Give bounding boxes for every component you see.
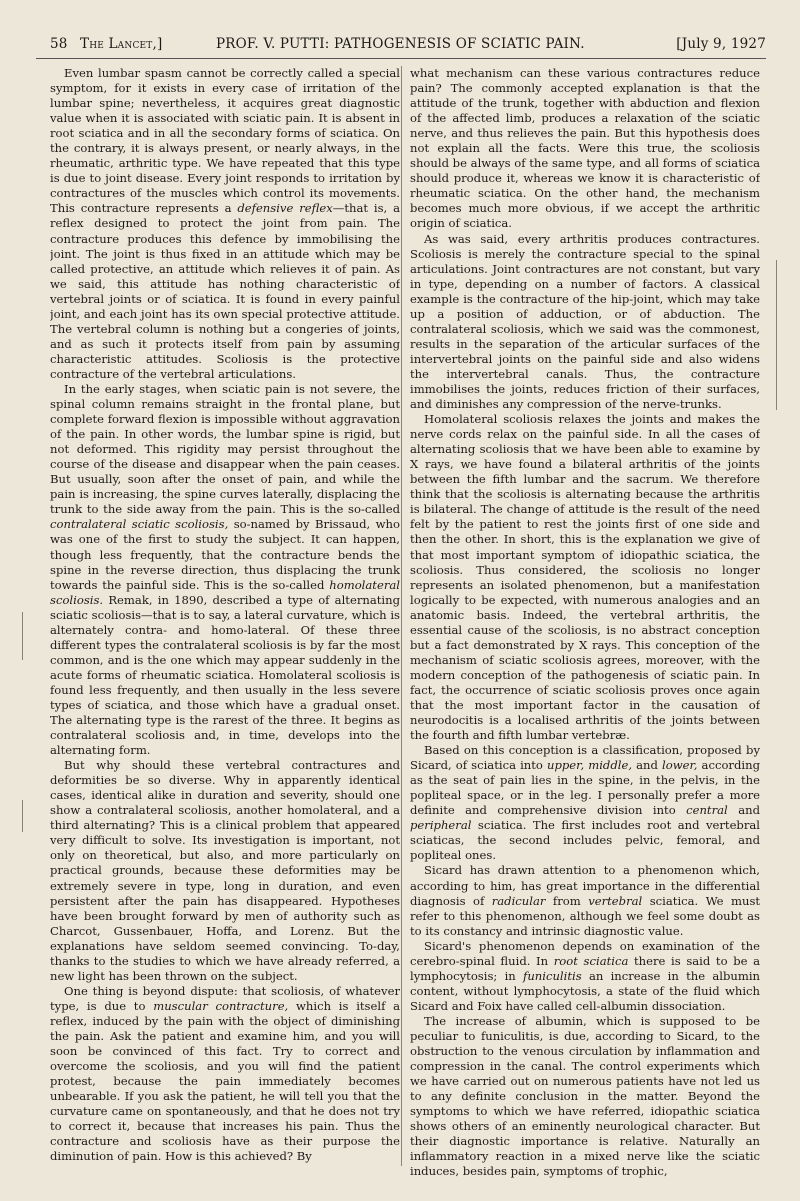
pencil-margin-mark	[776, 260, 777, 410]
header-rule	[36, 58, 766, 59]
running-header	[36, 36, 766, 58]
emphasis: vertebral	[588, 893, 643, 908]
emphasis: contralateral sciatic scoliosis,	[50, 517, 229, 532]
left-paragraph-1: Even lumbar spasm cannot be correctly called a special symptom, for it exists in every case of irritation of the lumbar spine; nevertheless, it acquires great diagnostic value when it is associated with sciatic pain. It is absent in root sciatica and in all the secondary forms of sciatica. On the contrary, it is always present, or nearly always, in the rheumatic, arthritic type. We have repeated that this type is due to joint disease. Every joint responds to irritation by contractures of the muscles which control its movements. This contracture represents a defensive reflex—that is, a reflex designed to protect the joint from pain. The contracture produces this defence by immobilising the joint. The joint is thus fixed in an attitude which may be called protective, an attitude which relieves it of pain. As we said, this attitude has nothing characteristic of vertebral joints or of sciatica. It is found in every painful joint, and each joint has its own special protective attitude. The vertebral column is nothing but a congeries of joints, and as such it protects itself from pain by assuming characteristic attitudes. Scoliosis is the protective contracture of the vertebral articulations.	[50, 66, 400, 381]
right-paragraph-2: As was said, every arthritis produces contractures. Scoliosis is merely the contracture special to the spinal articulations. Joint contractures are not constant, but vary in type, depending on a number of factors. A classical example is the contracture of the hip-joint, which may take up a position of adduction, or of abduction. The contralateral scoliosis, which we said was the commonest, results in the separation of the articular surfaces of the intervertebral joints on the painful side and also widens the intervertebral canals. Thus, the contracture immobilises the joints, reduces friction of their surfaces, and diminishes any compression of the nerve-trunks.	[410, 231, 760, 412]
left-column	[50, 66, 400, 1186]
emphasis: central	[686, 803, 728, 818]
right-column	[410, 66, 760, 1186]
right-paragraph-5: Sicard has drawn attention to a phenomenon which, according to him, has great importance in the differential diagnosis of radicular from vertebral sciatica. We must refer to this phenomenon, although we feel some doubt as to its constancy and intrinsic diagnostic value.	[410, 863, 760, 938]
emphasis: radicular	[491, 893, 546, 908]
column-divider	[401, 66, 402, 1166]
pencil-margin-mark	[22, 612, 23, 660]
emphasis: funiculitis	[523, 968, 582, 983]
emphasis: peripheral	[410, 818, 472, 833]
pencil-margin-mark	[22, 800, 23, 832]
right-paragraph-7: The increase of albumin, which is supposed to be peculiar to funiculitis, is due, according to Sicard, to the obstruction to the venous circulation by inflammation and compression in the canal. The control experiments which we have carried out on numerous patients have not led us to any definite conclusion in the matter. Beyond the symptoms to which we have referred, idiopathic sciatica shows others of an eminently neurological character. But their diagnostic importance is relative. Naturally an inflammatory reaction in a mixed nerve like the sciatic induces, besides pain, symptoms of trophic,	[410, 1013, 760, 1179]
right-paragraph-4: Based on this conception is a classification, proposed by Sicard, of sciatica into upper, middle, and lower, according as the seat of pain lies in the spine, in the pelvis, in the popliteal space, or in the leg. I personally prefer a more definite and comprehensive division into central and peripheral sciatica. The first includes root and vertebral sciaticas, the second includes pelvic, femoral, and popliteal ones.	[410, 743, 760, 863]
page-number: 58	[50, 36, 68, 52]
running-title: PROF. V. PUTTI: PATHOGENESIS OF SCIATIC PAIN.	[216, 36, 585, 52]
emphasis: defensive reflex	[237, 201, 333, 216]
emphasis: lower,	[662, 758, 698, 773]
emphasis: homolateral scoliosis.	[50, 577, 400, 607]
left-paragraph-2: In the early stages, when sciatic pain is not severe, the spinal column remains straight in the frontal plane, but complete forward flexion is impossible without aggravation of the pain. In other words, the lumbar spine is rigid, but not deformed. This rigidity may persist throughout the course of the disease and disappear when the pain ceases. But usually, soon after the onset of pain, and while the pain is increasing, the spine curves laterally, displacing the trunk to the side away from the pain. This is the so-called contralateral sciatic scoliosis, so-named by Brissaud, who was one of the first to study the subject. It can happen, though less frequently, that the contracture bends the spine in the reverse direction, thus displacing the trunk towards the painful side. This is the so-called homolateral scoliosis. Remak, in 1890, described a type of alternating sciatic scoliosis—that is to say, a lateral curvature, which is alternately contra- and homo-lateral. Of these three different types the contralateral scoliosis is by far the most common, and is the one which may appear suddenly in the acute forms of rheumatic sciatica. Homolateral scoliosis is found less frequently, and then usually in the less severe types of sciatica, and those which have a gradual onset. The alternating type is the rarest of the three. It begins as contralateral scoliosis and, in time, develops into the alternating form.	[50, 381, 400, 758]
right-paragraph-1: what mechanism can these various contractures reduce pain? The commonly accepted explanation is that the attitude of the trunk, together with abduction and flexion of the affected limb, produces a relaxation of the sciatic nerve, and thus relieves the pain. But this hypothesis does not explain all the facts. Were this true, the scoliosis should be always of the same type, and all forms of sciatica should produce it, whereas we know it is characteristic of rheumatic sciatica. On the other hand, the mechanism becomes much more obvious, if we accept the arthritic origin of sciatica.	[410, 66, 760, 231]
journal-name: The Lancet,]	[80, 36, 163, 52]
issue-date: [July 9, 1927	[676, 36, 766, 52]
left-paragraph-3: But why should these vertebral contractures and deformities be so diverse. Why in apparently identical cases, identical alike in duration and severity, should one show a contralateral scoliosis, another homolateral, and a third alternating? This is a clinical problem that appeared very difficult to solve. Its investigation is important, not only on theoretical, but also, and more particularly on practical grounds, because these deformities may be extremely severe in type, long in duration, and even persistent after the pain has disappeared. Hypotheses have been brought forward by men of authority such as Charcot, Gussenbauer, Hoffa, and Lorenz. But the explanations have seldom seemed convincing. To-day, thanks to the studies to which we have already referred, a new light has been thrown on the subject.	[50, 758, 400, 983]
emphasis: root sciatica	[553, 953, 629, 968]
left-paragraph-4: One thing is beyond dispute: that scoliosis, of whatever type, is due to muscular contracture, which is itself a reflex, induced by the pain with the object of diminishing the pain. Ask the patient and examine him, and you will soon be convinced of this fact. Try to correct and overcome the scoliosis, and you will find the patient protest, because the pain immediately becomes unbearable. If you ask the patient, he will tell you that the curvature came on spontaneously, and that he does not try to correct it, because that increases his pain. Thus the contracture and scoliosis have as their purpose the diminution of pain. How is this achieved? By	[50, 983, 400, 1164]
right-paragraph-3: Homolateral scoliosis relaxes the joints and makes the nerve cords relax on the painful side. In all the cases of alternating scoliosis that we have been able to examine by X rays, we have found a bilateral arthritis of the joints between the fifth lumbar and the sacrum. We therefore think that the scoliosis is alternating because the arthritis is bilateral. The change of attitude is the result of the need felt by the patient to rest the joints first of one side and then the other. In short, this is the explanation we give of that most important symptom of idiopathic sciatica, the scoliosis. Thus considered, the scoliosis no longer represents an isolated phenomenon, but a manifestation logically to be expected, with numerous analogies and an anatomic basis. Indeed, the vertebral arthritis, the essential cause of the scoliosis, is no abstract conception but a fact demonstrated by X rays. This conception of the mechanism of sciatic scoliosis agrees, moreover, with the modern conception of the pathogenesis of sciatic pain. In fact, the occurrence of sciatic scoliosis proves once again that the most important factor in the causation of neurodocitis is a localised arthritis of the joints between the fourth and fifth lumbar vertebræ.	[410, 412, 760, 743]
right-paragraph-6: Sicard's phenomenon depends on examination of the cerebro-spinal fluid. In root sciatica there is said to be a lymphocytosis; in funiculitis an increase in the albumin content, without lymphocytosis, a state of the fluid which Sicard and Foix have called cell-albumin dissociation.	[410, 938, 760, 1013]
emphasis: muscular contracture,	[153, 998, 289, 1013]
emphasis: upper, middle,	[547, 758, 633, 773]
